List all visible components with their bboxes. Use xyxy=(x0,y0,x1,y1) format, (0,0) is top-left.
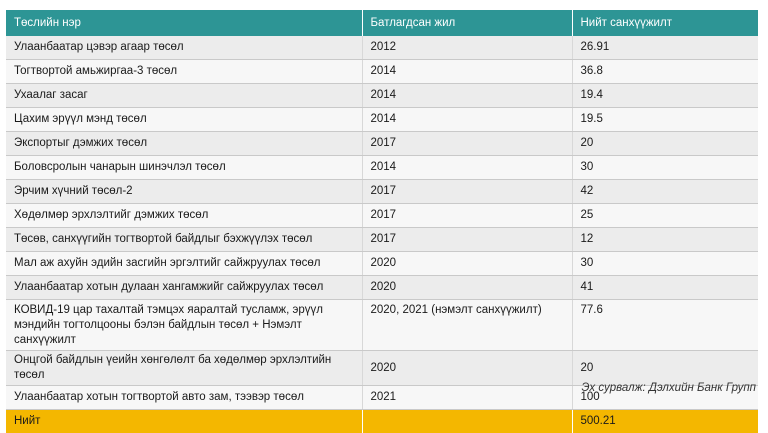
cell-amount: 20 xyxy=(572,351,758,386)
cell-project-name: Экспортыг дэмжих төсөл xyxy=(6,132,362,156)
cell-year: 2020 xyxy=(362,276,572,300)
table-row xyxy=(6,276,758,300)
table-row xyxy=(6,228,758,252)
table-row xyxy=(6,252,758,276)
cell-year: 2014 xyxy=(362,156,572,180)
total-label: Нийт xyxy=(6,410,362,433)
cell-amount: 36.8 xyxy=(572,60,758,84)
cell-year: 2021 xyxy=(362,386,572,410)
cell-project-name: Хөдөлмөр эрхлэлтийг дэмжих төсөл xyxy=(6,204,362,228)
cell-year: 2020, 2021 (нэмэлт санхүүжилт) xyxy=(362,300,572,351)
table-row xyxy=(6,351,758,386)
cell-project-name: Боловсролын чанарын шинэчлэл төсөл xyxy=(6,156,362,180)
cell-year: 2017 xyxy=(362,132,572,156)
cell-project-name: Тогтвортой амьжиргаа-3 төсөл xyxy=(6,60,362,84)
cell-amount: 30 xyxy=(572,156,758,180)
cell-project-name: Мал аж ахуйн эдийн засгийн эргэлтийг сайжруулах төсөл xyxy=(6,252,362,276)
funding-table xyxy=(6,10,758,433)
table-row xyxy=(6,132,758,156)
table-header-row xyxy=(6,10,758,36)
cell-year: 2020 xyxy=(362,351,572,386)
cell-year: 2017 xyxy=(362,204,572,228)
table-row xyxy=(6,84,758,108)
cell-project-name: Цахим эрүүл мэнд төсөл xyxy=(6,108,362,132)
cell-amount: 12 xyxy=(572,228,758,252)
table-row xyxy=(6,180,758,204)
source-caption: Эх сурвалж: Дэлхийн Банк Групп xyxy=(581,382,756,394)
cell-amount: 41 xyxy=(572,276,758,300)
total-row xyxy=(6,410,758,433)
table-row xyxy=(6,36,758,60)
cell-year: 2012 xyxy=(362,36,572,60)
cell-project-name: Эрчим хүчний төсөл-2 xyxy=(6,180,362,204)
header-project-name: Төслийн нэр xyxy=(6,10,362,36)
cell-year: 2020 xyxy=(362,252,572,276)
cell-project-name: Онцгой байдлын үеийн хөнгөлөлт ба хөдөлмөр эрхлэлтийн төсөл xyxy=(6,351,362,386)
total-amount: 500.21 xyxy=(572,410,758,433)
cell-project-name: Улаанбаатар цэвэр агаар төсөл xyxy=(6,36,362,60)
table-row xyxy=(6,204,758,228)
cell-amount: 20 xyxy=(572,132,758,156)
table-row xyxy=(6,60,758,84)
cell-amount: 30 xyxy=(572,252,758,276)
cell-amount: 100 xyxy=(572,386,758,410)
cell-project-name: Улаанбаатар хотын тогтвортой авто зам, тээвэр төсөл xyxy=(6,386,362,410)
cell-amount: 19.5 xyxy=(572,108,758,132)
table-row xyxy=(6,108,758,132)
funding-table-container xyxy=(6,10,758,433)
cell-year: 2014 xyxy=(362,60,572,84)
header-approved-year: Батлагдсан жил xyxy=(362,10,572,36)
header-total-funding: Нийт санхүүжилт xyxy=(572,10,758,36)
cell-amount: 26.91 xyxy=(572,36,758,60)
cell-amount: 19.4 xyxy=(572,84,758,108)
cell-project-name: Ухаалаг засаг xyxy=(6,84,362,108)
cell-year: 2014 xyxy=(362,108,572,132)
cell-project-name: КОВИД-19 цар тахалтай тэмцэх яаралтай тусламж, эрүүл мэндийн тогтолцооны бэлэн байдлын төсөл + Нэмэлт санхүүжилт xyxy=(6,300,362,351)
cell-project-name: Төсөв, санхүүгийн тогтвортой байдлыг бэхжүүлэх төсөл xyxy=(6,228,362,252)
table-row xyxy=(6,156,758,180)
cell-year: 2017 xyxy=(362,180,572,204)
cell-project-name: Улаанбаатар хотын дулаан хангамжийг сайжруулах төсөл xyxy=(6,276,362,300)
cell-amount: 25 xyxy=(572,204,758,228)
cell-year: 2014 xyxy=(362,84,572,108)
cell-year: 2017 xyxy=(362,228,572,252)
cell-amount: 77.6 xyxy=(572,300,758,351)
total-year xyxy=(362,410,572,433)
cell-amount: 42 xyxy=(572,180,758,204)
table-row xyxy=(6,300,758,351)
